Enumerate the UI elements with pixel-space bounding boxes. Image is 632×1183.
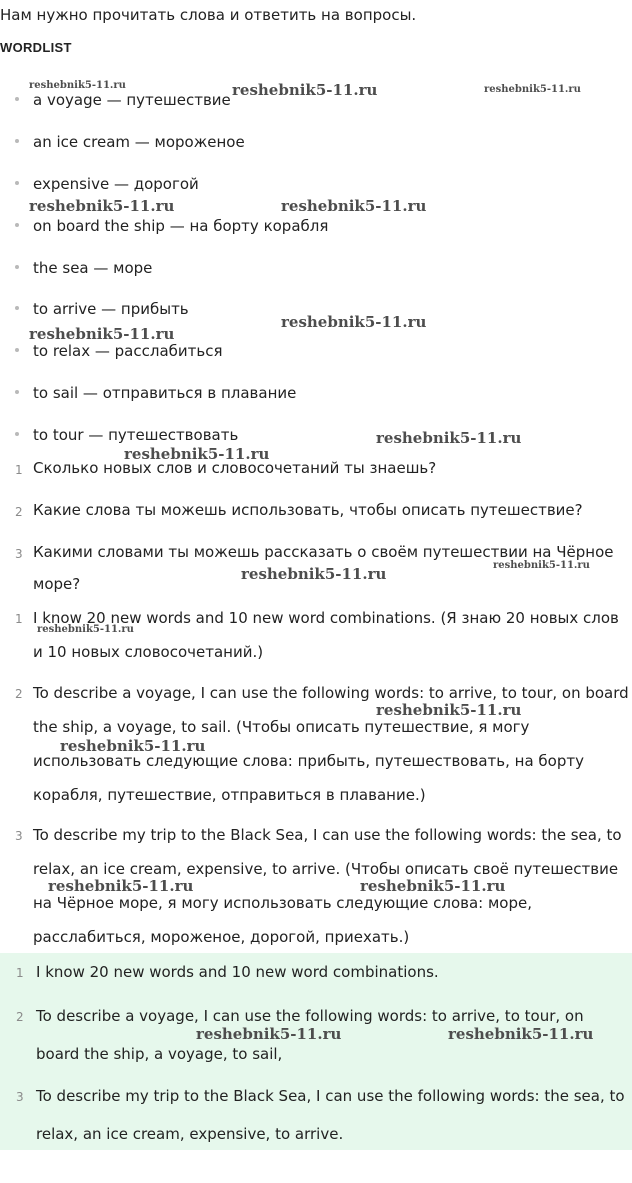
answer-number: 3 <box>15 829 23 843</box>
list-item-text: to relax — расслабиться <box>33 342 223 360</box>
answer-text: I know 20 new words and 10 new word combinations. (Я знаю 20 новых слов и 10 новых словосочетаний.) <box>33 609 619 661</box>
watermark: reshebnik5-11.ru <box>29 80 126 91</box>
list-item-text: on board the ship — на борту корабля <box>33 217 329 235</box>
watermark: reshebnik5-11.ru <box>448 1025 594 1043</box>
watermark: reshebnik5-11.ru <box>360 877 506 895</box>
list-item-text: the sea — море <box>33 259 153 277</box>
bullet-icon <box>15 97 19 101</box>
answer-text: To describe a voyage, I can use the following words: to arrive, to tour, on board the ship, a voyage, to sail. (Чтобы описать путешествие, я могу использовать следующие слова: прибыть, путешествовать, на борту корабля, путешествие, отправиться в плавание.) <box>33 684 629 804</box>
answer-text: To describe my trip to the Black Sea, I can use the following words: the sea, to relax, an ice cream, expensive, to arrive. (Чтобы описать своё путешествие на Чёрное море, я могу использовать следующие слова: море, расслабиться, мороженое, дорогой, приехать.) <box>33 826 622 946</box>
list-item-text: to tour — путешествовать <box>33 426 239 444</box>
bullet-icon <box>15 390 19 394</box>
bullet-icon <box>15 139 19 143</box>
watermark: reshebnik5-11.ru <box>29 325 175 343</box>
bullet-icon <box>15 265 19 269</box>
list-item-text: to sail — отправиться в плавание <box>33 384 297 402</box>
question-text: Какие слова ты можешь использовать, чтобы описать путешествие? <box>33 501 583 519</box>
question-number: 2 <box>15 505 23 519</box>
list-item-text: expensive — дорогой <box>33 175 199 193</box>
answer-number: 2 <box>15 687 23 701</box>
watermark: reshebnik5-11.ru <box>48 877 194 895</box>
answer-number: 2 <box>16 1010 24 1024</box>
answer-number: 3 <box>16 1090 24 1104</box>
watermark: reshebnik5-11.ru <box>376 701 522 719</box>
question-text: Какими словами ты можешь рассказать о своём путешествии на Чёрное море? <box>33 543 614 593</box>
watermark: reshebnik5-11.ru <box>484 84 581 95</box>
answer-number: 1 <box>15 612 23 626</box>
answer-text: To describe my trip to the Black Sea, I can use the following words: the sea, to relax, an ice cream, expensive, to arrive. <box>36 1087 625 1143</box>
wordlist-heading: WORDLIST <box>0 40 72 55</box>
bullet-icon <box>15 432 19 436</box>
list-item-text: to arrive — прибыть <box>33 300 189 318</box>
watermark: reshebnik5-11.ru <box>37 624 134 635</box>
list-item-text: a voyage — путешествие <box>33 91 231 109</box>
bullet-icon <box>15 306 19 310</box>
question-number: 3 <box>15 547 23 561</box>
question-number: 1 <box>15 463 23 477</box>
watermark: reshebnik5-11.ru <box>493 560 590 571</box>
answer-text: I know 20 new words and 10 new word combinations. <box>36 963 439 981</box>
watermark: reshebnik5-11.ru <box>60 737 206 755</box>
answer-text: To describe a voyage, I can use the following words: to arrive, to tour, on board the ship, a voyage, to sail, <box>36 1007 584 1063</box>
answer-number: 1 <box>16 966 24 980</box>
question-text: Сколько новых слов и словосочетаний ты знаешь? <box>33 459 437 477</box>
watermark: reshebnik5-11.ru <box>232 81 378 99</box>
intro-text: Нам нужно прочитать слова и ответить на вопросы. <box>0 6 417 24</box>
watermark: reshebnik5-11.ru <box>376 429 522 447</box>
bullet-icon <box>15 223 19 227</box>
watermark: reshebnik5-11.ru <box>124 445 270 463</box>
watermark: reshebnik5-11.ru <box>29 197 175 215</box>
watermark: reshebnik5-11.ru <box>241 565 387 583</box>
watermark: reshebnik5-11.ru <box>196 1025 342 1043</box>
list-item-text: an ice cream — мороженое <box>33 133 245 151</box>
bullet-icon <box>15 181 19 185</box>
bullet-icon <box>15 348 19 352</box>
highlighted-answers <box>0 953 632 1150</box>
watermark: reshebnik5-11.ru <box>281 197 427 215</box>
watermark: reshebnik5-11.ru <box>281 313 427 331</box>
